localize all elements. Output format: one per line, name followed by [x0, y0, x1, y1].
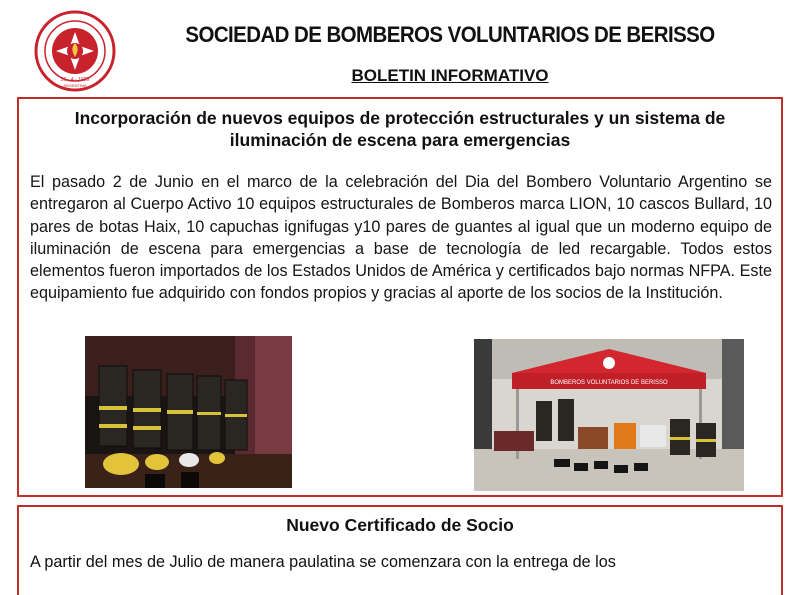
article-equipment — [17, 97, 783, 497]
seal-country: ARGENTINA — [63, 83, 87, 88]
article-certificate-body: A partir del mes de Julio de manera paulatina se comenzara con la entrega de los — [30, 553, 616, 571]
photo-firefighter-gear — [85, 336, 292, 488]
article-certificate — [17, 505, 783, 595]
photo-tent-equipment — [474, 339, 744, 491]
article-equipment-body: El pasado 2 de Junio en el marco de la celebración del Dia del Bombero Voluntario Argentino se entregaron al Cuerpo Activo 10 equipos estructurales de Bomberos marca LION, 10 cascos Bullard, 10 pares de botas Haix, 10 capuchas ignifugas y10 pares de guantes al igual que un moderno equipo de iluminación de escena para emergencias a base de tecnología de led recargable. Todos estos elementos fueron importados de los Estados Unidos de América y certificados bajo normas NFPA. Este equipamiento fue adquirido con fondos propios y gracias al aporte de los socios de la Institución. — [30, 173, 772, 303]
article-certificate-headline: Nuevo Certificado de Socio — [286, 515, 514, 535]
fire-department-seal-icon — [34, 10, 116, 92]
article-equipment-headline: Incorporación de nuevos equipos de protección estructurales y un sistema de iluminación de escena para emergencias — [74, 108, 726, 150]
organization-title: SOCIEDAD DE BOMBEROS VOLUNTARIOS DE BERISSO — [185, 22, 715, 47]
seal-date: 26 - 4 - 1929 — [60, 77, 90, 83]
bulletin-subtitle: BOLETIN INFORMATIVO — [351, 66, 549, 85]
tent-banner-text: BOMBEROS VOLUNTARIOS DE BERISSO — [550, 380, 668, 386]
